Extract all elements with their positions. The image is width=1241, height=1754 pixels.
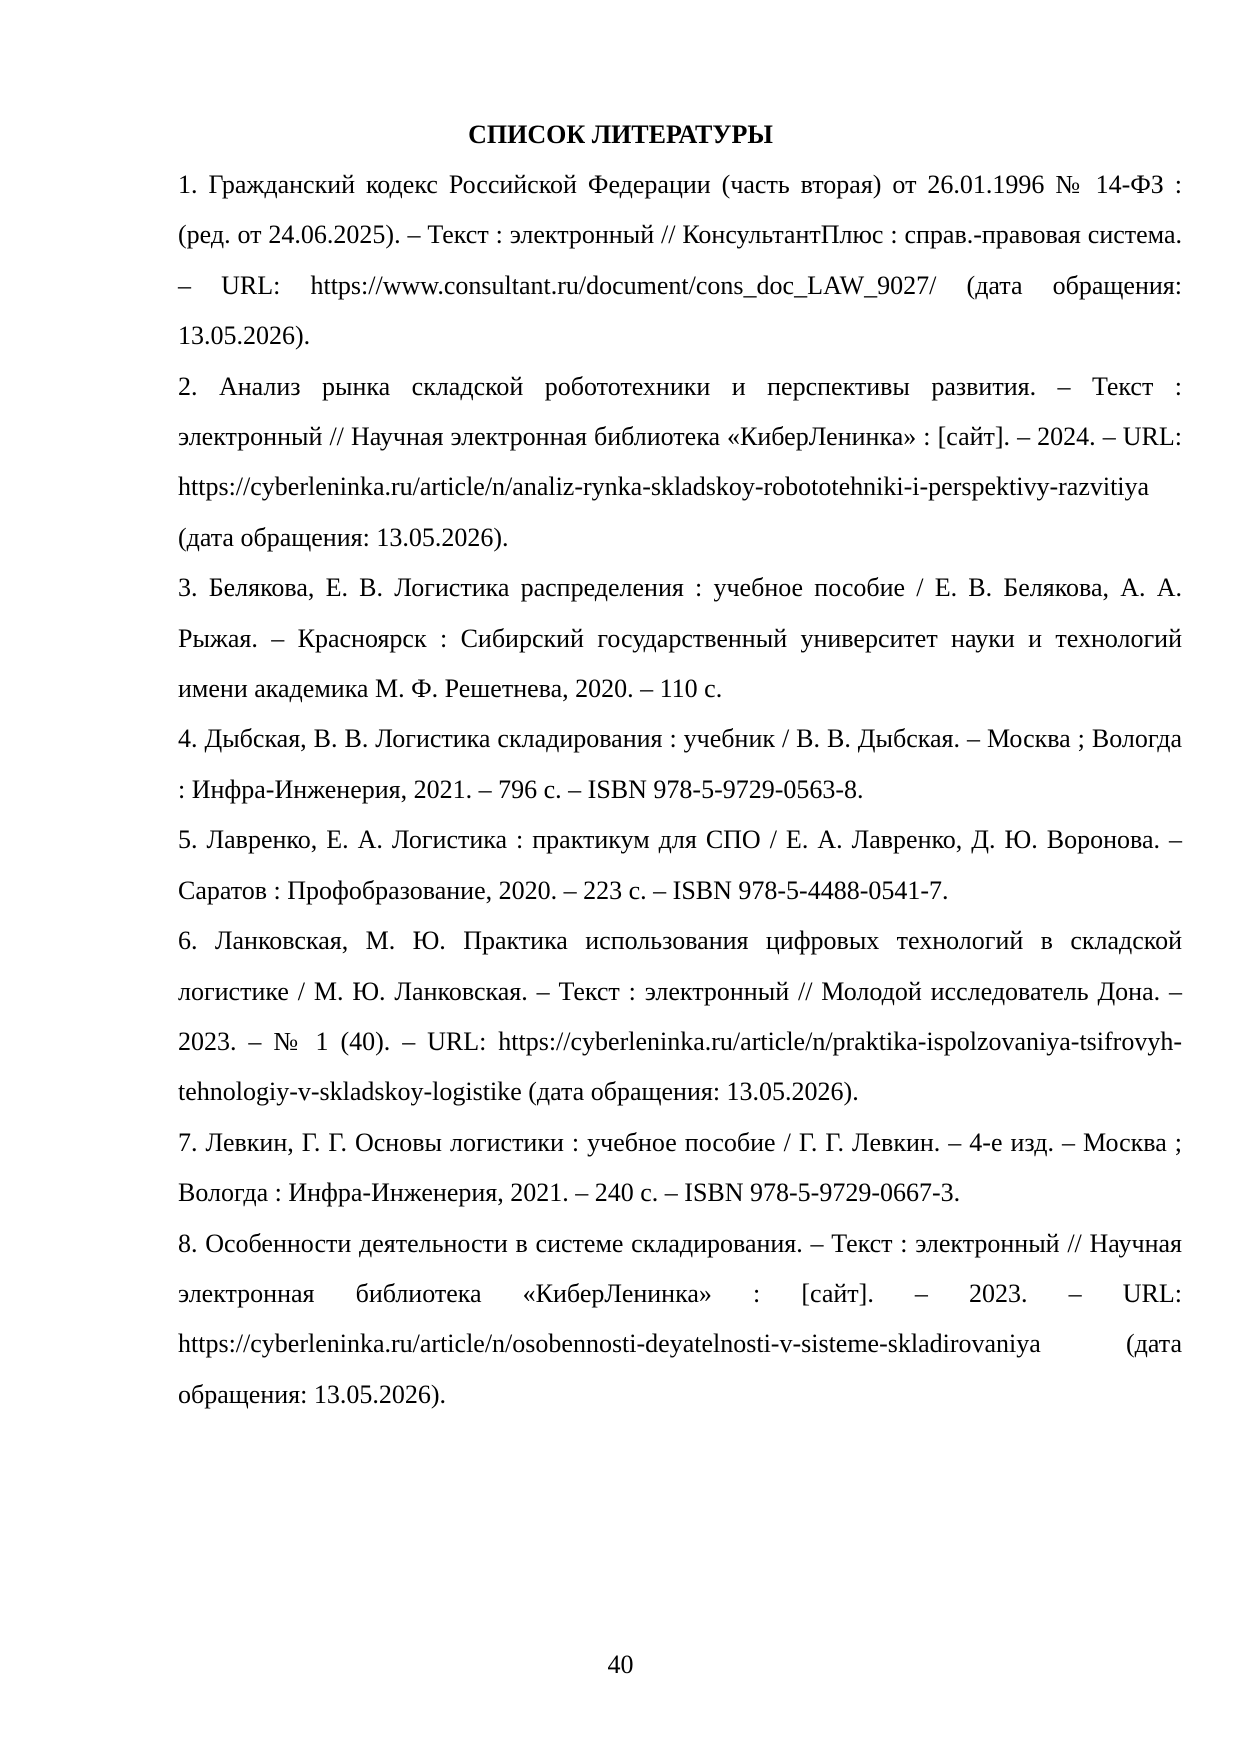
reference-item-5: 5. Лавренко, Е. А. Логистика : практикум для СПО / Е. А. Лавренко, Д. Ю. Воронова. – Саратов : Профобразование, 2020. – 223 с. – ISBN 978-5-4488-0541-7. xyxy=(178,825,1182,905)
reference-item-8: 8. Особенности деятельности в системе складирования. – Текст : электронный // Научная электронная библиотека «КиберЛенинка» : [сайт]. – 2023. – URL: https://cyberleninka.ru/article/n/osobennosti-deyatelnosti-v-sisteme-skladirovaniya (дата обращения: 13.05.2026). xyxy=(178,1228,1182,1409)
reference-item-7: 7. Левкин, Г. Г. Основы логистики : учебное пособие / Г. Г. Левкин. – 4-е изд. – Москва ; Вологда : Инфра-Инженерия, 2021. – 240 с. – ISBN 978-5-9729-0667-3. xyxy=(178,1127,1182,1208)
page-number: 40 xyxy=(607,1650,634,1679)
reference-item-4: 4. Дыбская, В. В. Логистика складирования : учебник / В. В. Дыбская. – Москва ; Вологда : Инфра-Инженерия, 2021. – 796 с. – ISBN 978-5-9729-0563-8. xyxy=(178,724,1182,804)
reference-item-2: 2. Анализ рынка складской робототехники и перспективы развития. – Текст : электронный // Научная электронная библиотека «КиберЛенинка» : [сайт]. – 2024. – URL: https://cyberleninka.ru/article/n/analiz-rynka-skladskoy-robototehniki-i-perspektivy-razvitiya (дата обращения: 13.05.2026). xyxy=(178,371,1182,552)
reference-item-6: 6. Ланковская, М. Ю. Практика использования цифровых технологий в складской логистике / М. Ю. Ланковская. – Текст : электронный // Молодой исследователь Дона. – 2023. – № 1 (40). – URL: https://cyberleninka.ru/article/n/praktika-ispolzovaniya-tsifrovyh-tehnologiy-v-skladskoy-logistike (дата обращения: 13.05.2026). xyxy=(178,926,1182,1107)
page-title: СПИСОК ЛИТЕРАТУРЫ xyxy=(468,120,773,149)
reference-list xyxy=(178,160,1182,1420)
reference-item-3: 3. Белякова, Е. В. Логистика распределения : учебное пособие / Е. В. Белякова, А. А. Рыжая. – Красноярск : Сибирский государственный университет науки и технологий имени академика М. Ф. Решетнева, 2020. – 110 с. xyxy=(178,573,1182,704)
reference-item-1: 1. Гражданский кодекс Российской Федерации (часть вторая) от 26.01.1996 № 14-ФЗ : (ред. от 24.06.2025). – Текст : электронный // КонсультантПлюс : справ.-правовая система. – URL: https://www.consultant.ru/document/cons_doc_LAW_9027/ (дата обращения: 13.05.2026). xyxy=(178,170,1182,351)
